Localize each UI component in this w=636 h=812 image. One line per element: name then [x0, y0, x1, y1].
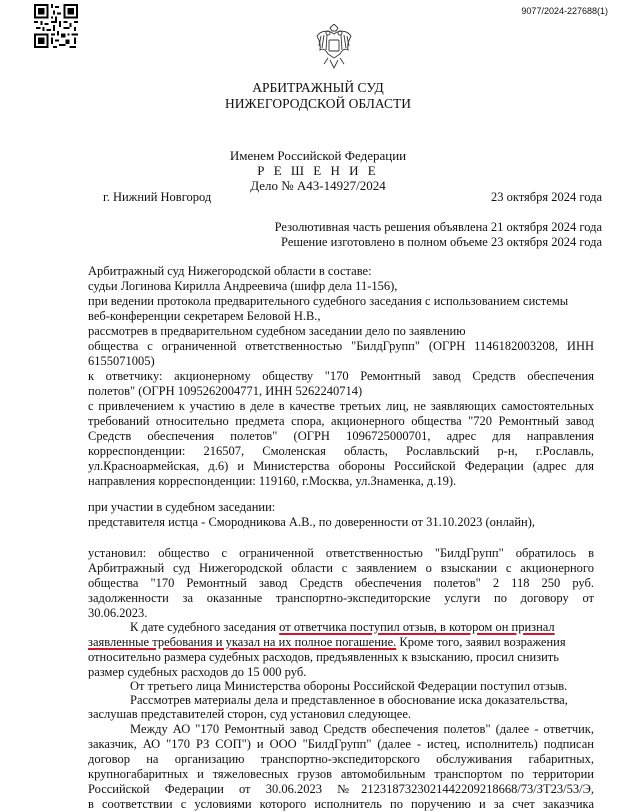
document-id: 9077/2024-227688(1) — [521, 6, 608, 16]
text-line — [130, 620, 555, 635]
text-line: 6155071005) — [88, 354, 155, 368]
text-line: заказчик, АО "170 РЗ СОП") и ООО "БилдГрупп" (далее - истец, исполнитель) подписан — [88, 737, 594, 751]
text-line: 30.06.2023. — [88, 606, 148, 620]
text-line: представителя истца - Смородникова А.В., по доверенности от 31.10.2023 (онлайн), — [88, 515, 536, 529]
text-line: полетов" (ОГРН 1095262004771, ИНН 5262240714) — [88, 384, 363, 398]
resolution-announced: Резолютивная часть решения объявлена 21 октября 2024 года — [274, 220, 602, 234]
text-line: требований относительно предмета спора, акционерного общества "720 Ремонтный завод — [88, 414, 594, 428]
text-line: Между АО "170 Ремонтный завод Средств обеспечения полетов" (далее - ответчик, — [130, 722, 594, 736]
city: г. Нижний Новгород — [103, 190, 212, 204]
qr-code-icon — [34, 4, 78, 48]
text-line: веб-конференции секретарем Беловой Н.В., — [88, 309, 321, 323]
text-line: заслушав представителей сторон, суд установил следующее. — [88, 707, 412, 721]
text-line: судьи Логинова Кирилла Андреевича (шифр дела 11-156), — [88, 279, 398, 293]
text-line: От третьего лица Министерства обороны Российской Федерации поступил отзыв. — [130, 679, 568, 693]
text-line: Российской Федерации от 30.06.2023 №2123187323021442209218668/73/ЗТ23/53/Э, — [88, 782, 594, 796]
coat-of-arms-icon — [313, 24, 355, 70]
highlighted-text: от ответчика поступил отзыв, в котором он признал — [279, 620, 555, 634]
resolution-completed: Решение изготовлено в полном объеме 23 октября 2024 года — [281, 235, 602, 249]
text-fragment: Кроме того, заявил возражения — [396, 635, 566, 649]
text-line: общества "170 Ремонтный завод Средств обеспечения полетов" 2 118 250 руб. — [88, 576, 594, 590]
text-line: ул.Красноармейская, д.6) и Министерства обороны Российской Федерации (адрес для — [88, 459, 594, 473]
text-line: с привлечением к участию в деле в качестве третьих лиц, не заявляющих самостоятельных — [88, 399, 594, 413]
text-line: Арбитражный суд Нижегородской области в составе: — [88, 264, 372, 278]
text-line: договор на организацию транспортно-экспедиторского обслуживания габаритных, — [88, 752, 594, 766]
text-line: при участии в судебном заседании: — [88, 500, 276, 514]
text-line: при ведении протокола предварительного судебного заседания с использованием системы — [88, 294, 569, 308]
court-name-line1: АРБИТРАЖНЫЙ СУД — [252, 80, 384, 95]
text-line: общества с ограниченной ответственностью "БилдГрупп" (ОГРН 1146182003208, ИНН — [88, 339, 594, 353]
text-fragment: К дате судебного заседания — [130, 620, 280, 634]
text-line: установил: общество с ограниченной ответственностью "БилдГрупп" обратилось в — [88, 546, 594, 560]
text-line: задолженности за оказанные транспортно-экспедиторские услуги по договору от — [88, 591, 594, 605]
text-line: крупногабаритных и тяжеловесных грузов автомобильным транспортом по территории — [88, 767, 594, 781]
text-line — [88, 635, 566, 650]
text-line: рассмотрев в предварительном судебном заседании дело по заявлению — [88, 324, 466, 338]
decision-title: Р Е Ш Е Н И Е — [257, 163, 379, 178]
text-line: в соответствии с условиями которого исполнитель по поручению и за счет заказчика — [88, 797, 594, 811]
court-name-line2: НИЖЕГОРОДСКОЙ ОБЛАСТИ — [225, 96, 411, 111]
text-line: к ответчику: акционерному обществу "170 Ремонтный завод Средств обеспечения — [88, 369, 594, 383]
text-line: Средств обеспечения полетов" (ОГРН 1096725000701, адрес для направления — [88, 429, 594, 443]
text-line: размер судебных расходов до 15 000 руб. — [88, 665, 307, 679]
text-line: направления корреспонденции: 119160, г.Москва, ул.Знаменка, д.19). — [88, 474, 457, 488]
case-number: Дело № А43-14927/2024 — [250, 178, 386, 193]
text-line: Рассмотрев материалы дела и представленное в обоснование иска доказательства, — [130, 693, 568, 707]
header-line1: Именем Российской Федерации — [229, 148, 407, 163]
highlighted-text: заявленные требования и указал на их полное погашение. — [88, 635, 397, 649]
text-line: корреспонденции: 216507, Смоленская область, Рославльский р-н, г.Рославль, — [88, 444, 594, 458]
text-line: относительно размера судебных расходов, предъявленных к взысканию, просил снизить — [88, 650, 559, 664]
decision-date: 23 октября 2024 года — [490, 190, 602, 204]
text-line: Арбитражный суд Нижегородской области с заявлением о взыскании с акционерного — [88, 561, 594, 575]
